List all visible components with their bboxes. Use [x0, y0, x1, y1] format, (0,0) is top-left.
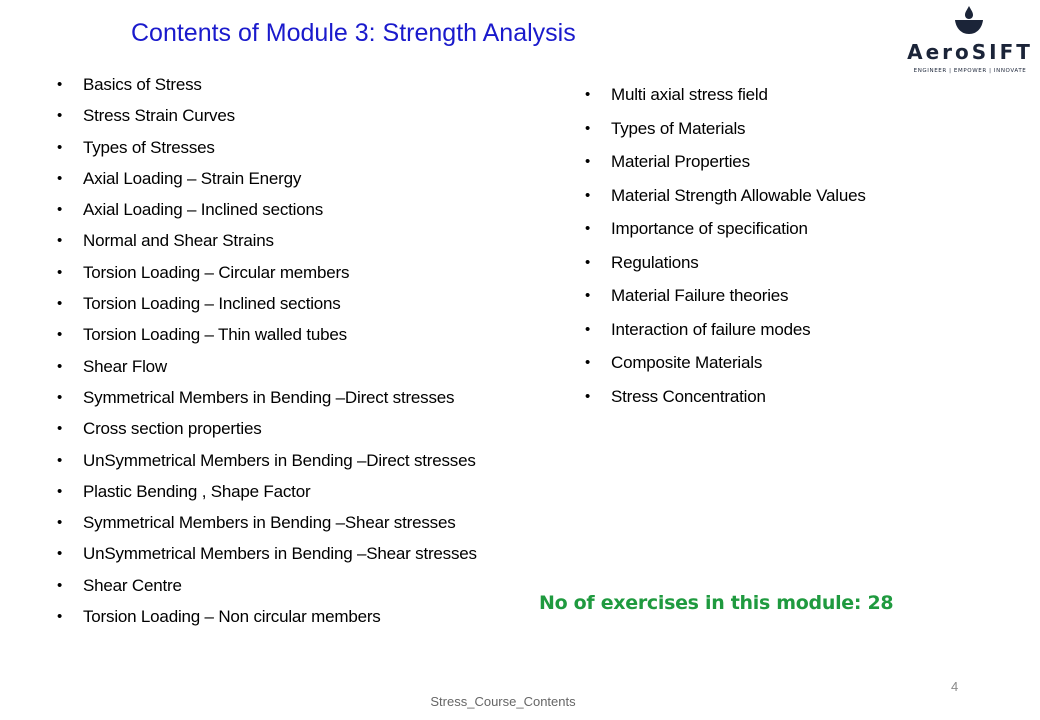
topic-label: Multi axial stress field	[611, 85, 768, 104]
topic-label: Types of Stresses	[83, 137, 215, 157]
topic-label: Torsion Loading – Non circular members	[83, 607, 381, 627]
bullet-icon: •	[57, 545, 63, 563]
topic-list-item	[55, 230, 477, 261]
topic-label: Material Strength Allowable Values	[611, 185, 866, 205]
topic-label: Torsion Loading – Thin walled tubes	[83, 325, 347, 345]
topic-list-item	[55, 293, 477, 324]
topic-label: Plastic Bending , Shape Factor	[83, 481, 311, 501]
topic-label: Material Properties	[611, 152, 750, 171]
page-number: 4	[951, 679, 959, 694]
topic-label: UnSymmetrical Members in Bending –Direct stresses	[83, 450, 476, 470]
topic-label: Regulations	[611, 252, 699, 272]
topic-list-item	[55, 137, 477, 168]
logo-wordmark: AeroSIFT	[907, 40, 1033, 64]
bullet-icon: •	[57, 608, 63, 626]
topic-list-item	[583, 185, 866, 219]
topic-label: Composite Materials	[611, 353, 763, 372]
topic-list-item	[583, 319, 866, 353]
topic-label: Axial Loading – Strain Energy	[83, 168, 302, 188]
bullet-icon: •	[585, 153, 591, 170]
bullet-icon: •	[585, 253, 591, 271]
topic-list-item	[583, 352, 866, 386]
topic-label: UnSymmetrical Members in Bending –Shear stresses	[83, 544, 477, 564]
bullet-icon: •	[585, 354, 591, 371]
exercise-count-note: No of exercises in this module: 28	[539, 592, 894, 614]
bullet-icon: •	[57, 263, 63, 281]
bullet-icon: •	[57, 201, 63, 219]
topic-list-item	[583, 118, 866, 152]
bullet-icon: •	[57, 388, 63, 406]
topic-list-item	[583, 252, 866, 286]
topic-list-item	[583, 285, 866, 319]
bullet-icon: •	[57, 326, 63, 344]
bullet-icon: •	[57, 295, 63, 313]
bullet-icon: •	[585, 86, 591, 103]
bullet-icon: •	[57, 482, 63, 500]
topic-list-item	[55, 324, 477, 355]
topic-label: Importance of specification	[611, 219, 808, 238]
topic-label: Cross section properties	[83, 419, 262, 439]
footer-label: Stress_Course_Contents	[430, 694, 576, 709]
topic-list-item	[55, 450, 477, 481]
topic-label: Symmetrical Members in Bending –Direct stresses	[83, 387, 455, 407]
topic-label: Torsion Loading – Circular members	[83, 262, 350, 282]
bullet-icon: •	[585, 220, 591, 237]
bullet-icon: •	[57, 232, 63, 250]
topic-label: Basics of Stress	[83, 75, 202, 94]
bullet-icon: •	[585, 287, 591, 304]
topic-list-item	[583, 151, 866, 185]
bullet-icon: •	[57, 576, 63, 594]
bullet-icon: •	[585, 119, 591, 137]
bullet-icon: •	[57, 169, 63, 187]
topic-label: Axial Loading – Inclined sections	[83, 200, 324, 220]
topic-list-item	[55, 575, 477, 606]
bullet-icon: •	[57, 76, 63, 93]
bullet-icon: •	[57, 138, 63, 156]
topic-list-item	[55, 481, 477, 512]
topic-list-item	[55, 105, 477, 136]
topic-list-item	[55, 262, 477, 293]
topic-label: Types of Materials	[611, 118, 746, 138]
topic-list-item	[55, 512, 477, 543]
bullet-icon: •	[585, 186, 591, 204]
topic-label: Symmetrical Members in Bending –Shear stresses	[83, 513, 456, 533]
topic-list-item	[55, 168, 477, 199]
bullet-icon: •	[585, 387, 591, 405]
topic-label: Stress Concentration	[611, 386, 766, 406]
bullet-icon: •	[57, 357, 63, 375]
bullet-icon: •	[57, 451, 63, 469]
topic-list-item	[583, 218, 866, 252]
topic-list-item	[583, 386, 866, 420]
topic-label: Material Failure theories	[611, 286, 789, 305]
bullet-icon: •	[585, 320, 591, 338]
topic-list-item	[55, 387, 477, 418]
topic-list-item	[55, 199, 477, 230]
topic-label: Normal and Shear Strains	[83, 231, 274, 251]
topic-label: Stress Strain Curves	[83, 106, 235, 126]
bullet-icon: •	[57, 420, 63, 438]
lamp-emblem-icon	[952, 4, 986, 38]
bullet-icon: •	[57, 107, 63, 125]
topic-label: Shear Flow	[83, 356, 167, 376]
topic-label: Shear Centre	[83, 575, 182, 595]
topic-list-item	[55, 74, 477, 105]
slide-title: Contents of Module 3: Strength Analysis	[131, 19, 576, 47]
topic-list-item	[55, 418, 477, 449]
topic-label: Torsion Loading – Inclined sections	[83, 294, 341, 314]
left-topic-list	[55, 74, 477, 637]
topic-list-item	[583, 84, 866, 118]
right-topic-list	[583, 84, 866, 419]
topic-list-item	[55, 356, 477, 387]
topic-list-item	[55, 606, 477, 637]
logo-tagline: ENGINEER | EMPOWER | INNOVATE	[913, 68, 1027, 74]
aerosift-logo	[900, 4, 1040, 80]
topic-label: Interaction of failure modes	[611, 319, 811, 339]
topic-list-item	[55, 543, 477, 574]
bullet-icon: •	[57, 514, 63, 532]
